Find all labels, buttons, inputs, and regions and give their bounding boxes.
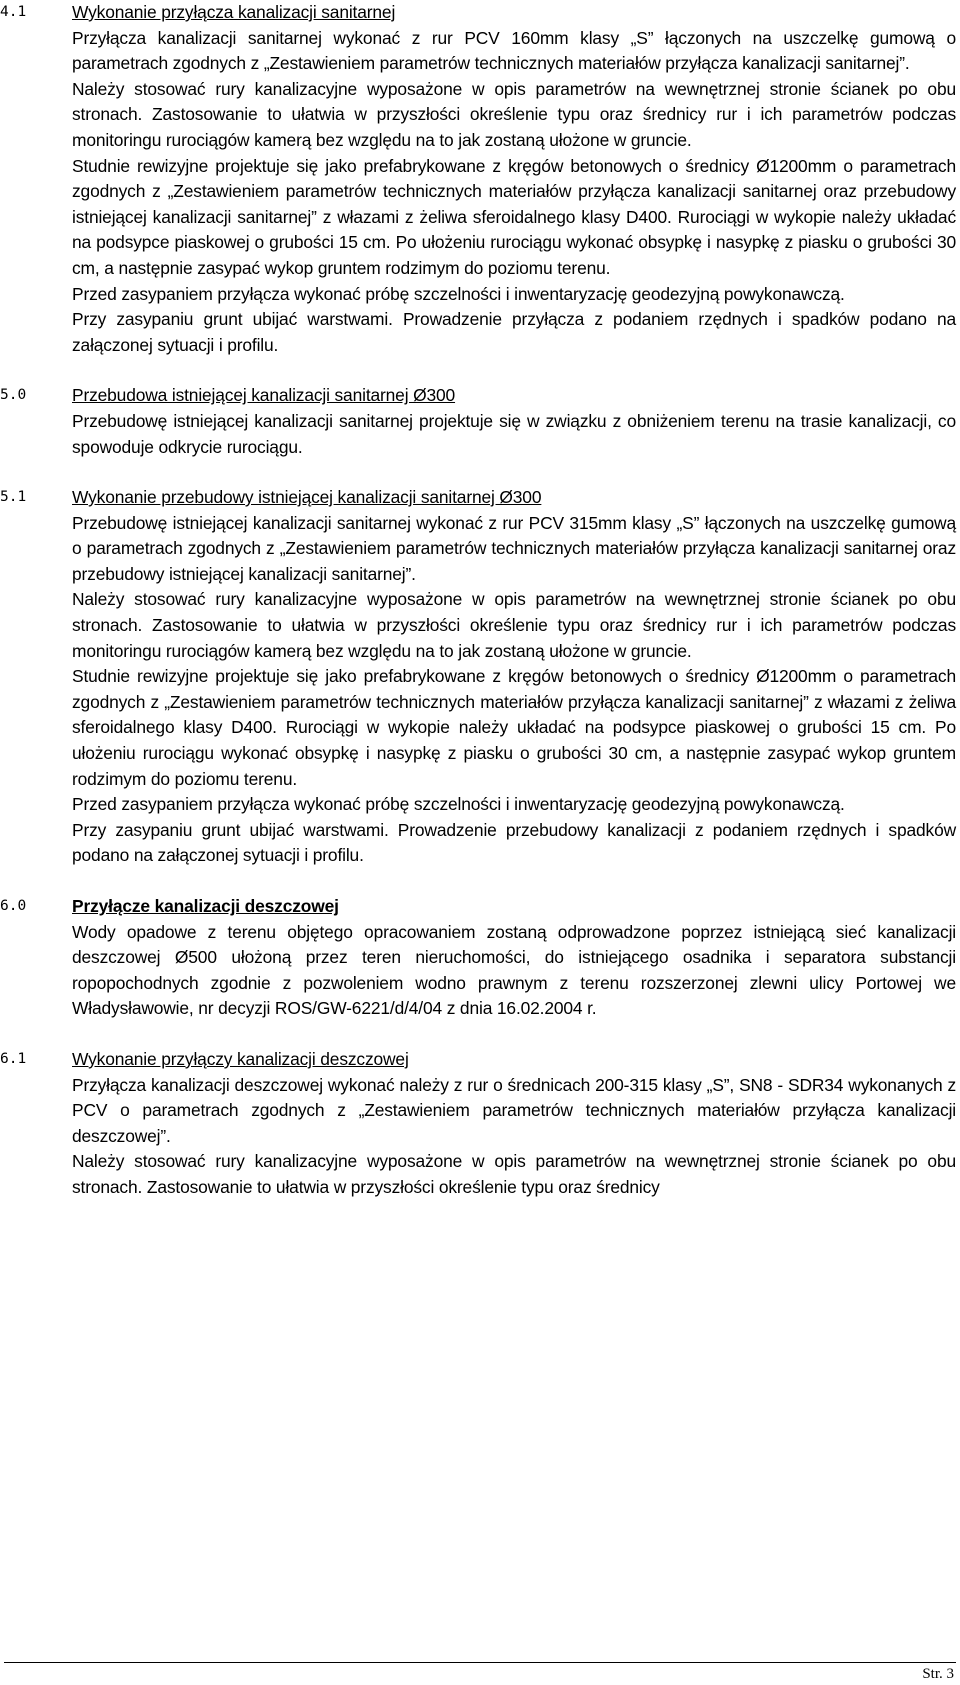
paragraph: Przed zasypaniem przyłącza wykonać próbę szczelności i inwentaryzację geodezyjną powykonawczą.	[72, 283, 845, 304]
section-number: 5.0	[0, 387, 27, 404]
section-5-0	[0, 358, 960, 460]
section-5-1	[0, 460, 960, 869]
section-number: 6.0	[0, 898, 27, 914]
section-number: 6.1	[0, 1050, 27, 1067]
section-6-0	[0, 869, 960, 1022]
section-title: Przebudowa istniejącej kanalizacji sanitarnej Ø300	[72, 385, 456, 406]
paragraph: Należy stosować rury kanalizacyjne wyposażone w opis parametrów na wewnętrznej stronie ścianek po obu stronach. Zastosowanie to ułatwia w przyszłości określenie typu oraz średnicy rur i ich parametrów podczas monitoringu rurociągów kamerą bez względu na to jak zostaną ułożone w gruncie.	[72, 78, 956, 150]
section-4-1	[0, 0, 960, 358]
section-6-1	[0, 1022, 960, 1201]
paragraph: Przed zasypaniem przyłącza wykonać próbę szczelności i inwentaryzację geodezyjną powykonawczą.	[72, 794, 845, 815]
page-number: Str. 3	[922, 1666, 954, 1682]
paragraph: Studnie rewizyjne projektuje się jako prefabrykowane z kręgów betonowych o średnicy Ø1200mm o parametrach zgodnych z „Zestawieniem parametrów technicznych materiałów przyłącza kanalizacji sanitarnej oraz przebudowy istniejącej kanalizacji sanitarnej” z włazami z żeliwa sferoidalnego klasy D400. Rurociągi w wykopie należy układać na podsypce piaskowej o grubości 15 cm. Po ułożeniu rurociągu wykonać obsypkę i nasypkę z piasku o grubości 30 cm, a następnie zasypać wykop gruntem rodzimym do poziomu terenu.	[72, 155, 956, 278]
footer-divider	[4, 1662, 956, 1663]
section-number: 4.1	[0, 4, 27, 20]
paragraph: Przebudowę istniejącej kanalizacji sanitarnej wykonać z rur PCV 315mm klasy „S” łączonych na uszczelkę gumową o parametrach zgodnych z „Zestawieniem parametrów technicznych materiałów przyłącza kanalizacji sanitarnej oraz przebudowy istniejącej kanalizacji sanitarnej”.	[72, 512, 956, 584]
section-number: 5.1	[0, 489, 27, 506]
paragraph: Przy zasypaniu grunt ubijać warstwami. Prowadzenie przyłącza z podaniem rzędnych i spadków podano na załączonej sytuacji i profilu.	[72, 309, 956, 355]
paragraph: Przy zasypaniu grunt ubijać warstwami. Prowadzenie przebudowy kanalizacji z podaniem rzędnych i spadków podano na załączonej sytuacji i profilu.	[72, 819, 956, 866]
paragraph: Przebudowę istniejącej kanalizacji sanitarnej projektuje się w związku z obniżeniem terenu na trasie kanalizacji, co spowoduje odkrycie rurociągu.	[72, 410, 956, 457]
section-title: Wykonanie przyłącza kanalizacji sanitarnej	[72, 2, 396, 22]
paragraph: Przyłącza kanalizacji deszczowej wykonać należy z rur o średnicach 200-315 klasy „S”, SN8 - SDR34 wykonanych z PCV o parametrach zgodnych z „Zestawieniem parametrów technicznych materiałów przyłącza kanalizacji deszczowej”.	[72, 1074, 956, 1146]
section-title: Przyłącze kanalizacji deszczowej	[72, 896, 339, 916]
paragraph: Przyłącza kanalizacji sanitarnej wykonać z rur PCV 160mm klasy „S” łączonych na uszczelkę gumową o parametrach zgodnych z „Zestawieniem parametrów technicznych materiałów przyłącza kanalizacji sanitarnej”.	[72, 27, 956, 74]
paragraph: Studnie rewizyjne projektuje się jako prefabrykowane z kręgów betonowych o średnicy Ø1200mm o parametrach zgodnych z „Zestawieniem parametrów technicznych materiałów przyłącza kanalizacji sanitarnej” z włazami z żeliwa sferoidalnego klasy D400. Rurociągi w wykopie należy układać na podsypce piaskowej o grubości 15 cm. Po ułożeniu rurociągu wykonać obsypkę i nasypkę z piasku o grubości 30 cm, a następnie zasypać wykop gruntem rodzimym do poziomu terenu.	[72, 666, 956, 789]
section-title: Wykonanie przebudowy istniejącej kanalizacji sanitarnej Ø300	[72, 487, 542, 508]
paragraph: Wody opadowe z terenu objętego opracowaniem zostaną odprowadzone poprzez istniejącą sieć kanalizacji deszczowej Ø500 ułożoną przez teren nieruchomości, do istniejącego osadnika i separatora substancji ropopochodnych zgodnie z pozwoleniem wodno prawnym z terenu rozszerzonej zlewni ulicy Portowej we Władysławowie, nr decyzji ROS/GW-6221/d/4/04 z dnia 16.02.2004 r.	[72, 921, 956, 1019]
paragraph: Należy stosować rury kanalizacyjne wyposażone w opis parametrów na wewnętrznej stronie ścianek po obu stronach. Zastosowanie to ułatwia w przyszłości określenie typu oraz średnicy	[72, 1151, 956, 1197]
paragraph: Należy stosować rury kanalizacyjne wyposażone w opis parametrów na wewnętrznej stronie ścianek po obu stronach. Zastosowanie to ułatwia w przyszłości określenie typu oraz średnicy rur i ich parametrów podczas monitoringu rurociągów kamerą bez względu na to jak zostaną ułożone w gruncie.	[72, 589, 956, 661]
section-title: Wykonanie przyłączy kanalizacji deszczowej	[72, 1048, 409, 1069]
